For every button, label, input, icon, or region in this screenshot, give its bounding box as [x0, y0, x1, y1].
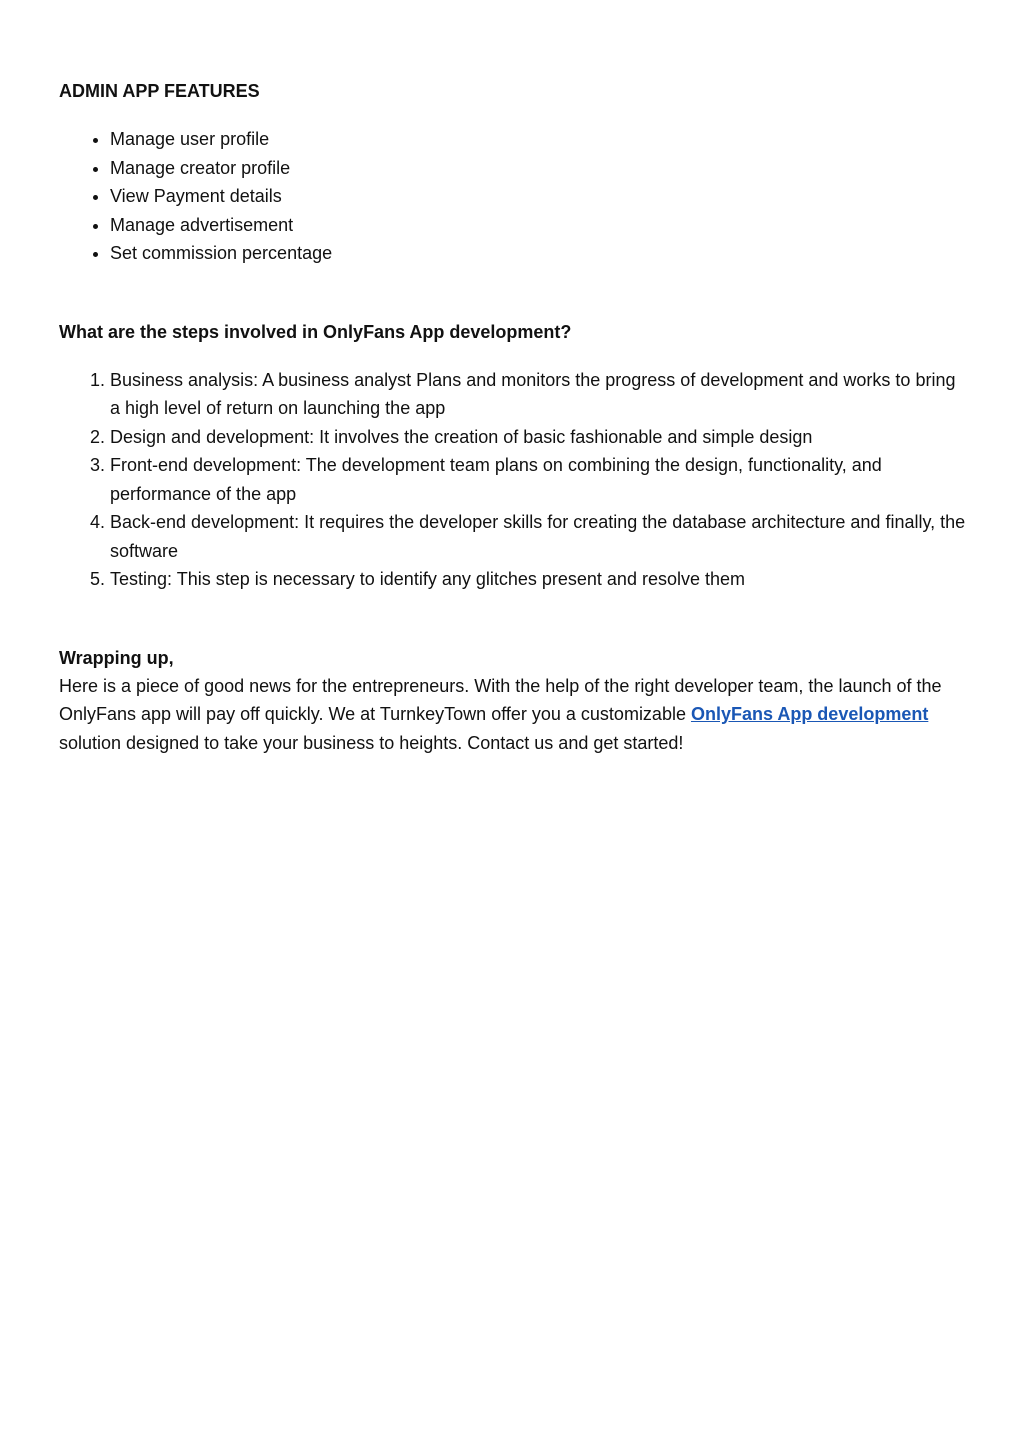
- list-item: 5. Testing: This step is necessary to identify any glitches present and resolve them: [110, 565, 967, 594]
- list-item: • Set commission percentage: [110, 239, 967, 268]
- document-page: [59, 79, 967, 757]
- wrapping-up-paragraph: [59, 672, 967, 758]
- list-item: • View Payment details: [110, 182, 967, 211]
- wrapping-up-heading: Wrapping up,: [59, 647, 174, 668]
- list-item: • Manage creator profile: [110, 154, 967, 183]
- list-item: 4. Back-end development: It requires the developer skills for creating the database architecture and finally, the software: [110, 508, 967, 565]
- onlyfans-app-development-link[interactable]: OnlyFans App development: [690, 704, 929, 724]
- list-item: 1. Business analysis: A business analyst Plans and monitors the progress of development and works to bring a high level of return on launching the app: [110, 366, 967, 423]
- list-item: • Manage user profile: [110, 125, 967, 154]
- admin-features-heading: ADMIN APP FEATURES: [59, 81, 260, 101]
- list-item: • Manage advertisement: [110, 211, 967, 240]
- paragraph-text-end: solution designed to take your business to heights. Contact us and get started!: [59, 732, 684, 753]
- steps-list: [59, 366, 967, 594]
- list-item: 3. Front-end development: The development team plans on combining the design, functionality, and performance of the app: [110, 451, 967, 508]
- paragraph-text-start: Here is a piece of good news for the entrepreneurs. With the help of the right developer team, the launch of the OnlyFans app will pay off quickly. We at TurnkeyTown offer you a customizable: [59, 675, 942, 724]
- list-item: 2. Design and development: It involves the creation of basic fashionable and simple design: [110, 423, 967, 452]
- admin-features-list: [59, 125, 967, 268]
- steps-heading: What are the steps involved in OnlyFans App development?: [59, 321, 572, 342]
